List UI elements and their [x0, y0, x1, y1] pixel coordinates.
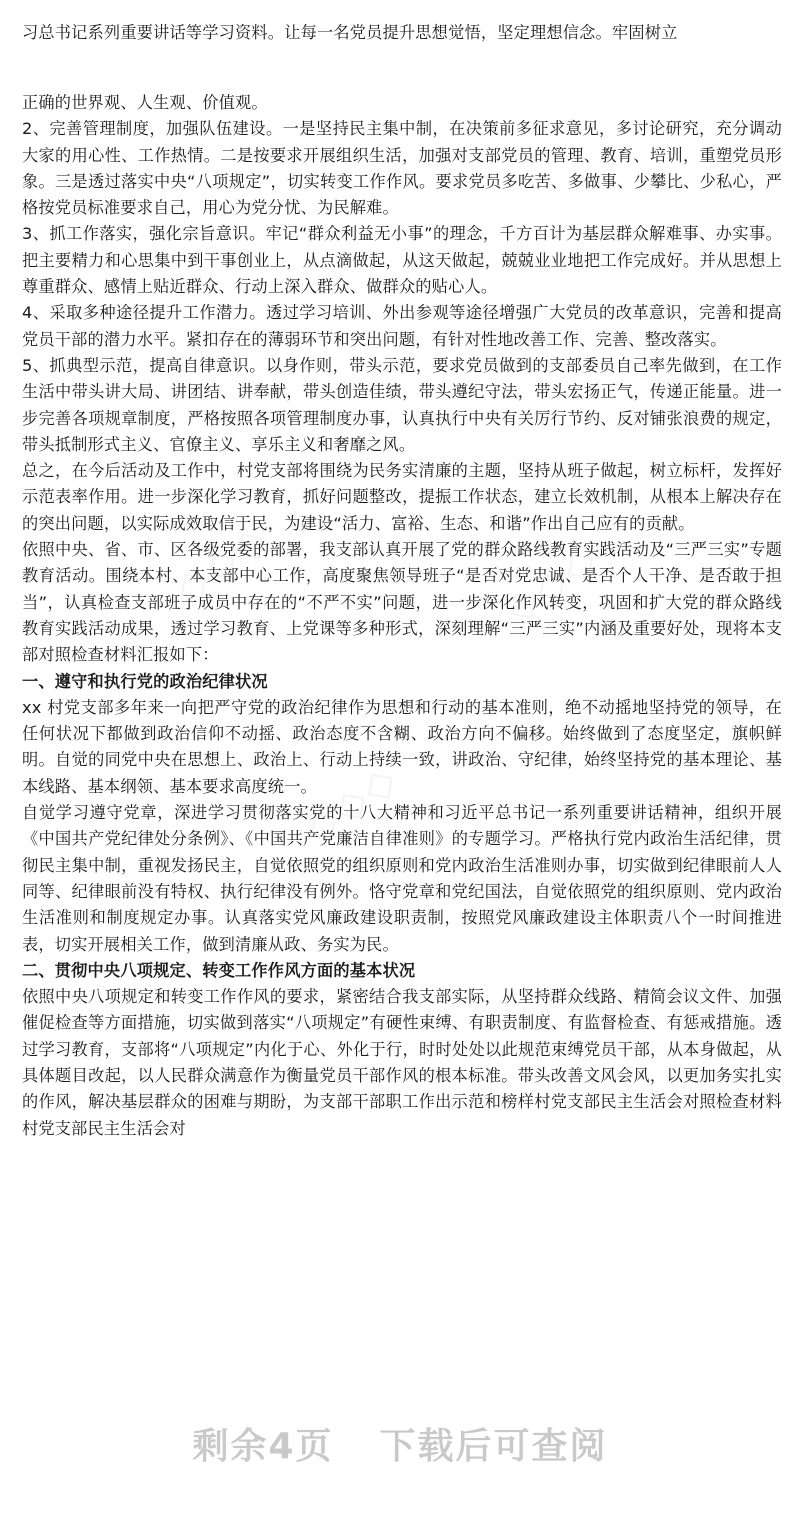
download-banner[interactable] — [0, 1418, 800, 1469]
paragraph: 3、抓工作落实，强化宗旨意识。牢记“群众利益无小事”的理念，千方百计为基层群众解难事、办实事。把主要精力和心思集中到干事创业上，从点滴做起，从这天做起，兢兢业业地把工作完成好。并从思想上尊重群众、感情上贴近群众、行动上深入群众、做群众的贴心人。 — [22, 224, 782, 297]
paragraph: 5、抓典型示范，提高自律意识。以身作则，带头示范，要求党员做到的支部委员自己率先做到，在工作生活中带头讲大局、讲团结、讲奉献，带头创造佳绩，带头遵纪守法，带头宏扬正气，传递正能量。进一步完善各项规章制度，严格按照各项管理制度办事，认真执行中央有关厉行节约、反对铺张浪费的规定，带头抵制形式主义、官僚主义、享乐主义和奢靡之风。 — [22, 355, 782, 454]
partial-line — [22, 0, 782, 18]
download-to-view-label[interactable]: 下载后可查阅 — [379, 1426, 608, 1467]
paragraph: 自觉学习遵守党章，深进学习贯彻落实党的十八大精神和习近平总书记一系列重要讲话精神，组织开展《中国共产党纪律处分条例》、《中国共产党廉洁自律准则》的专题学习。严格执行党内政治生活纪律，贯彻民主集中制，重视发扬民主，自觉依照党的组织原则和党内政治生活准则办事，切实做到纪律眼前人人同等、纪律眼前没有特权、执行纪律没有例外。恪守党章和党纪国法，自觉依照党的组织原则、党内政治生活准则和制度规定办事。认真落实党风廉政建设职责制，按照党风廉政建设主体职责八个一时间推进表，切实开展相关工作，做到清廉从政、务实为民。 — [22, 803, 782, 954]
remaining-pages-label: 剩余4页 — [192, 1426, 334, 1467]
paragraph: 依照中央、省、市、区各级党委的部署，我支部认真开展了党的群众路线教育实践活动及“三严三实”专题教育活动。围绕本村、本支部中心工作，高度聚焦领导班子“是否对党忠诚、是否个人干净、是否敢于担当”，认真检查支部班子成员中存在的“不严不实”问题，进一步深化作风转变，巩固和扩大党的群众路线教育实践活动成果，透过学习教育、上党课等多种形式，深刻理解“三严三实”内涵及重要好处，现将本支部对照检查材料汇报如下： — [22, 540, 782, 665]
paragraph: 正确的世界观、人生观、价值观。 — [22, 93, 268, 112]
text-line: 习总书记系列重要讲话等学习资料。让每一名党员提升思想觉悟，坚定理想信念。牢固树立 — [22, 23, 678, 42]
paragraph: 依照中央八项规定和转变工作作风的要求，紧密结合我支部实际，从坚持群众线路、精简会议文件、加强催促检查等方面措施，切实做到落实“八项规定”有硬性束缚、有职责制度、有监督检查、有惩戒措施。透过学习教育，支部将“八项规定”内化于心、外化于行，时时处处以此规范束缚党员干部，从本身做起，从具体题目改起，以人民群众满意作为衡量党员干部作风的根本标准。带头改善文风会风，以更加务实扎实的作风，解决基层群众的困难与期盼，为支部干部职工作出示范和榜样村党支部民主生活会对照检查材料村党支部民主生活会对 — [22, 987, 782, 1138]
paragraph: 4、采取多种途径提升工作潜力。透过学习培训、外出参观等途径增强广大党员的改革意识，完善和提高党员干部的潜力水平。紧扣存在的薄弱环节和突出问题，有针对性地改善工作、完善、整改落实。 — [22, 303, 782, 349]
section-heading: 一、遵守和执行党的政治纪律状况 — [22, 671, 268, 691]
top-text-block — [22, 0, 782, 48]
paragraph: 2、完善管理制度，加强队伍建设。一是坚持民主集中制，在决策前多征求意见，多讨论研究，充分调动大家的用心性、工作热情。二是按要求开展组织生活，加强对支部党员的管理、教育、培训，重塑党员形象。三是透过落实中央“八项规定”，切实转变工作作风。要求党员多吃苦、多做事、少攀比、少私心，严格按党员标准要求自己，用心为党分忧、为民解难。 — [22, 119, 782, 218]
document-body — [22, 90, 782, 1142]
section-heading: 二、贯彻中央八项规定、转变工作作风方面的基本状况 — [22, 960, 416, 980]
paragraph: xx 村党支部多年来一向把严守党的政治纪律作为思想和行动的基本准则，绝不动摇地坚持党的领导，在任何状况下都做到政治信仰不动摇、政治态度不含糊、政治方向不偏移。始终做到了态度坚定，旗帜鲜明。自觉的同党中央在思想上、政治上、行动上持续一致，讲政治、守纪律，始终坚持党的基本理论、基本线路、基本纲领、基本要求高度统一。 — [22, 697, 782, 796]
paragraph: 总之，在今后活动及工作中，村党支部将围绕为民务实清廉的主题，坚持从班子做起，树立标杆，发挥好示范表率作用。进一步深化学习教育，抓好问题整改，提振工作状态，建立长效机制，从根本上解决存在的突出问题，以实际成效取信于民，为建设“活力、富裕、生态、和谐”作出自己应有的贡献。 — [22, 461, 782, 533]
